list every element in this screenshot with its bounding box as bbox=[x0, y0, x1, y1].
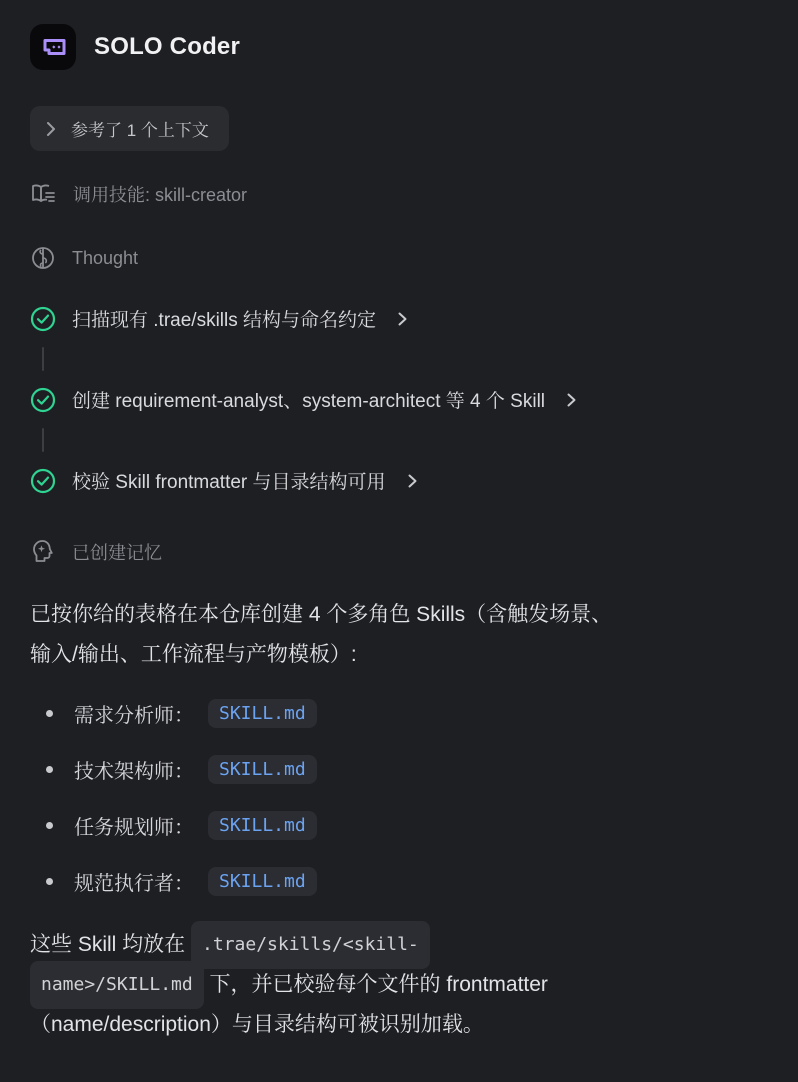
list-item bbox=[30, 751, 768, 787]
solo-coder-logo-icon bbox=[30, 24, 76, 70]
skill-role-label: 任务规划师： bbox=[74, 816, 194, 839]
step-connector-line bbox=[42, 428, 44, 452]
summary-paragraph bbox=[30, 595, 768, 675]
skill-role-label: 规范执行者： bbox=[74, 872, 194, 895]
chevron-right-icon bbox=[408, 474, 417, 488]
thought-row bbox=[30, 245, 768, 271]
task-step-label: 创建 requirement-analyst、system-architect 等 4 个 Skill bbox=[72, 391, 546, 412]
paragraph-line: 输入/输出、工作流程与产物模板）: bbox=[30, 643, 357, 666]
bullet-dot bbox=[46, 822, 53, 829]
brain-thought-icon bbox=[30, 245, 56, 271]
agent-title: SOLO Coder bbox=[94, 33, 241, 60]
paragraph-text: （name/description）与目录结构可被识别加载。 bbox=[30, 1013, 484, 1036]
check-circle-icon bbox=[30, 387, 56, 413]
task-step-list bbox=[30, 305, 768, 494]
check-circle-icon bbox=[30, 306, 56, 332]
skill-invocation-row bbox=[30, 181, 768, 207]
inline-code: name>/SKILL.md bbox=[30, 961, 204, 1009]
context-reference-toggle[interactable] bbox=[30, 106, 229, 151]
paragraph-text: 下，并已校验每个文件的 frontmatter bbox=[203, 973, 548, 996]
context-pill-label: 参考了 1 个上下文 bbox=[71, 121, 209, 140]
task-step[interactable] bbox=[30, 305, 768, 332]
thought-label: Thought bbox=[72, 247, 139, 268]
agent-header bbox=[30, 24, 768, 70]
skill-file-link[interactable]: SKILL.md bbox=[208, 755, 317, 784]
bullet-dot bbox=[46, 878, 53, 885]
closing-paragraph bbox=[30, 925, 768, 1045]
paragraph-line bbox=[30, 965, 768, 1005]
skill-file-link[interactable]: SKILL.md bbox=[208, 699, 317, 728]
book-skill-icon bbox=[30, 181, 57, 207]
skill-invocation-label: 调用技能: skill-creator bbox=[73, 185, 248, 205]
inline-code: .trae/skills/<skill- bbox=[191, 921, 430, 969]
memory-head-icon bbox=[30, 538, 56, 565]
paragraph-text: 这些 Skill 均放在 bbox=[30, 933, 192, 956]
paragraph-line: 已按你给的表格在本仓库创建 4 个多角色 Skills（含触发场景、 bbox=[30, 603, 613, 626]
skill-file-list bbox=[30, 695, 768, 899]
task-step-label: 扫描现有 .trae/skills 结构与命名约定 bbox=[72, 310, 377, 331]
skill-role-label: 技术架构师： bbox=[74, 760, 194, 783]
skill-file-link[interactable]: SKILL.md bbox=[208, 811, 317, 840]
bullet-dot bbox=[46, 710, 53, 717]
memory-created-row bbox=[30, 538, 768, 565]
memory-created-label: 已创建记忆 bbox=[72, 542, 162, 563]
bullet-dot bbox=[46, 766, 53, 773]
chevron-right-icon bbox=[398, 312, 407, 326]
paragraph-line bbox=[30, 1005, 768, 1045]
task-step-label: 校验 Skill frontmatter 与目录结构可用 bbox=[72, 472, 386, 493]
check-circle-icon bbox=[30, 468, 56, 494]
step-connector-line bbox=[42, 347, 44, 371]
chevron-right-icon bbox=[46, 121, 56, 137]
list-item bbox=[30, 807, 768, 843]
task-step[interactable] bbox=[30, 467, 768, 494]
list-item bbox=[30, 863, 768, 899]
chevron-right-icon bbox=[567, 393, 576, 407]
list-item bbox=[30, 695, 768, 731]
task-step[interactable] bbox=[30, 386, 768, 413]
skill-role-label: 需求分析师： bbox=[74, 704, 194, 727]
paragraph-line bbox=[30, 925, 768, 965]
skill-file-link[interactable]: SKILL.md bbox=[208, 867, 317, 896]
